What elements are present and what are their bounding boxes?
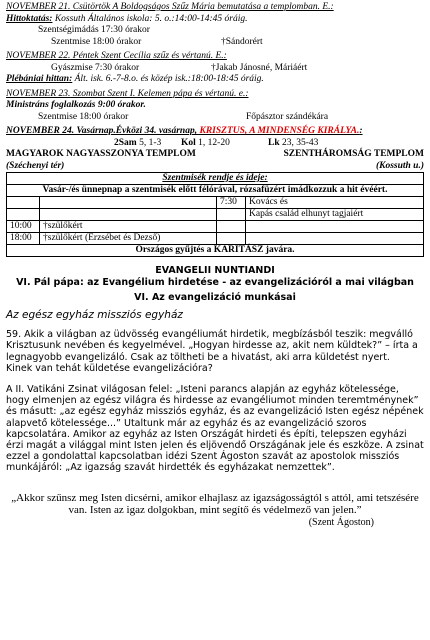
reading-ref: Kol: [181, 137, 196, 148]
mass-schedule-table: [6, 172, 424, 257]
note-label: Ministráns foglalkozás 9:00 órakor.: [6, 100, 146, 110]
date: NOVEMBER 22.: [6, 51, 71, 61]
mass-line: Szentségimádás 17:30 órakor: [38, 25, 150, 35]
quote-author: (Szent Ágoston): [308, 516, 374, 528]
announcement-nov23: [6, 89, 424, 124]
gospel-section: VI. Az evangelizáció munkásai: [134, 292, 296, 303]
date: NOVEMBER 23.: [6, 88, 71, 99]
schedule-note: Vasár-/és ünnepnap a szentmisék előtt félórával, rózsafüzért imádkozzuk a hit évéért.: [7, 185, 424, 197]
table-row: Kapás család elhunyt tagjaiért: [7, 209, 424, 221]
intention: †Sándorért: [221, 36, 263, 47]
collection-note: Országos gyűjtés a KARITÁSZ javára.: [7, 245, 424, 257]
gospel-title: EVANGELII NUNTIANDI: [155, 265, 275, 276]
note-text: Kossuth Általános iskola: 5. o.:14:00-14:45 óráig.: [52, 13, 248, 24]
church-left-sub: (Széchenyi tér): [6, 160, 65, 171]
schedule-heading: Szentmisék rendje és ideje:: [7, 173, 424, 185]
note-label: Hittoktatás:: [6, 13, 53, 24]
table-row: 10:00 †szülőkért: [7, 221, 424, 233]
sunday-date: NOVEMBER 24. Vasárnap.Évközi 34. vasárnap,: [6, 126, 200, 136]
day-title: Csütörtök A Boldogságos Szűz Mária bemutatása a templomban. E.:: [70, 2, 334, 12]
date: NOVEMBER 21.: [6, 2, 71, 12]
reading-ref: 2Sam: [114, 137, 137, 148]
paragraph-zsinat: A II. Vatikáni Zsinat világosan felel: „Isteni parancs alapján az egyház kötelessége, hogy elmenjen az egész világra és hirdesse az evangéliumot minden teremtménynek” és másutt: „az egész egyház missziós egyház, és az evangelizáció Isten egész népének alapvető kötelessége...” Utaltunk már az egyház és az evangelizáció szoros kapcsolatára. Amikor az egyház az Isten Országát hirdeti és építi, telepszen egyházi érzi magát a világgal mint Isten jelen és eljövendő Országának jele és eszköze. A zsinat ezzel a gondolattal kapcsolatban idézi Szent Ágoston szavát az apostolok missziós munkájáról: „Az igazság szavát hirdették és egyházakat nemzettek”.: [6, 384, 424, 474]
paragraph-59-question: Kinek van tehát küldetése evangelizációra?: [6, 362, 213, 374]
announcement-nov22: [6, 51, 424, 86]
mass-line: Szentmise 18:00 órakor: [51, 36, 142, 47]
day-title: Péntek Szent Cecília szűz és vértanú. E.:: [70, 51, 227, 61]
gospel-heading: Az egész egyház missziós egyház: [6, 309, 183, 321]
closing-quote: [6, 492, 424, 530]
church-right: SZENTHÁROMSÁG TEMPLOM: [283, 149, 424, 159]
table-row: 7:30 Kovács és: [7, 197, 424, 209]
reading-ref: Lk: [268, 137, 280, 148]
evangelii-nuntiandi: [6, 265, 424, 474]
day-title: Szombat Szent I. Kelemen pápa és vértanú. e.:: [70, 88, 249, 99]
sunday-section: NOVEMBER 24. Vasárnap.Évközi 34. vasárnap, KRISZTUS, A MINDENSÉG KIRÁLYA.: 2Sam 5, 1-3 Kol 1, 12-20 Lk 23, 35-43 MAGYAROK NAGYASSZONYA TEMPLOM SZENTHÁROMSÁG TEMPLOM (Széchenyi tér) (Kossuth u.): [6, 126, 424, 171]
gospel-subtitle: VI. Pál pápa: az Evangélium hirdetése - az evangelizációról a mai világban: [16, 277, 414, 288]
announcement-nov21: [6, 2, 424, 48]
note-text: Ált. isk. 6.-7-8.o. és közép isk.:18:00-18:45 óráig.: [72, 74, 264, 84]
intention: †Jakab Jánosné, Máriáért: [211, 62, 308, 73]
feast-name: KRISZTUS, A MINDENSÉG KIRÁLYA.: [199, 126, 360, 136]
mass-line: Szentmise 18:00 órakor: [38, 111, 129, 122]
table-row: 18:00 †szülőkért (Erzsébet és Dezső): [7, 233, 424, 245]
paragraph-59: 59. Akik a világban az üdvösség evangéliumát hirdetik, megbízásból teszik: megválló Krisztusunk nevében és kegyelmével. „Hogyan hirdesse az, akit nem küldtek?” – írta a legnagyobb evangelizáló. Csak az töltheti be a hivatást, aki arra küldetést nyert.: [6, 329, 418, 363]
church-right-sub: (Kossuth u.): [375, 160, 424, 171]
mass-line: Gyászmise 7:30 órakor: [51, 62, 140, 73]
intention: Főpásztor szándékára: [246, 111, 329, 122]
church-left: MAGYAROK NAGYASSZONYA TEMPLOM: [6, 149, 196, 159]
quote-text: „Akkor szűnsz meg Isten dicsérni, amikor elhajlasz az igazságosságtól s attól, ami tetszésére van. Isten az igaz dolgokban, mint segítő és védelmező van jelen.”: [11, 491, 419, 517]
note-label: Plébániai hittan:: [6, 74, 73, 84]
